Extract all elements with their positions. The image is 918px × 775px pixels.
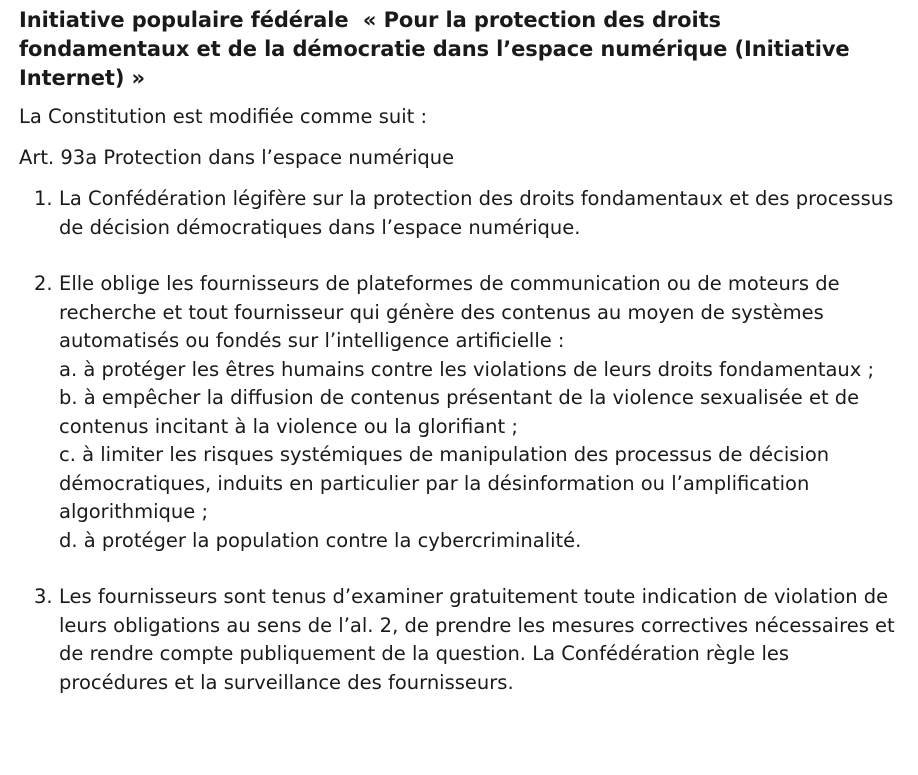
list-item-number: 1. (34, 187, 53, 210)
initiative-title: Initiative populaire fédérale « Pour la protection des droits fondamentaux et de la démocratie dans l’espace numérique (Initiative Internet) » (19, 8, 850, 90)
list-item-3 (19, 583, 898, 697)
list-item-number: 2. (34, 272, 53, 295)
list-item-text: Les fournisseurs sont tenus d’examiner gratuitement toute indication de violation de leurs obligations au sens de l’al. 2, de prendre les mesures correctives nécessaires et de rendre compte publiquement de la question. La Confédération règle les procédures et la surveillance des fournisseurs. (59, 585, 895, 694)
list-item-text: Elle oblige les fournisseurs de plateformes de communication ou de moteurs de recherche et tout fournisseur qui génère des contenus au moyen de systèmes automatisés ou fondés sur l’intelligence artificielle : (59, 272, 840, 352)
sub-item-a: a. à protéger les êtres humains contre les violations de leurs droits fondamentaux ; (59, 357, 875, 381)
sub-item-b: b. à empêcher la diffusion de contenus présentant de la violence sexualisée et de contenus incitant à la violence ou la glorifiant ; (59, 386, 860, 438)
intro-text: La Constitution est modifiée comme suit : (19, 105, 428, 128)
sub-item-c: c. à limiter les risques systémiques de manipulation des processus de décision démocratiques, induits en particulier par la désinformation ou l’amplification algorithmique ; (59, 443, 830, 523)
list-item-2 (19, 270, 898, 555)
sub-item-d: d. à protéger la population contre la cybercriminalité. (59, 528, 582, 552)
list-item-number: 3. (34, 585, 53, 608)
article-paragraphs-list (19, 185, 898, 697)
list-item-1 (19, 185, 898, 242)
list-item-text: La Confédération légifère sur la protection des droits fondamentaux et des processus de décision démocratiques dans l’espace numérique. (59, 187, 894, 239)
article-heading: Art. 93a Protection dans l’espace numérique (19, 146, 455, 169)
